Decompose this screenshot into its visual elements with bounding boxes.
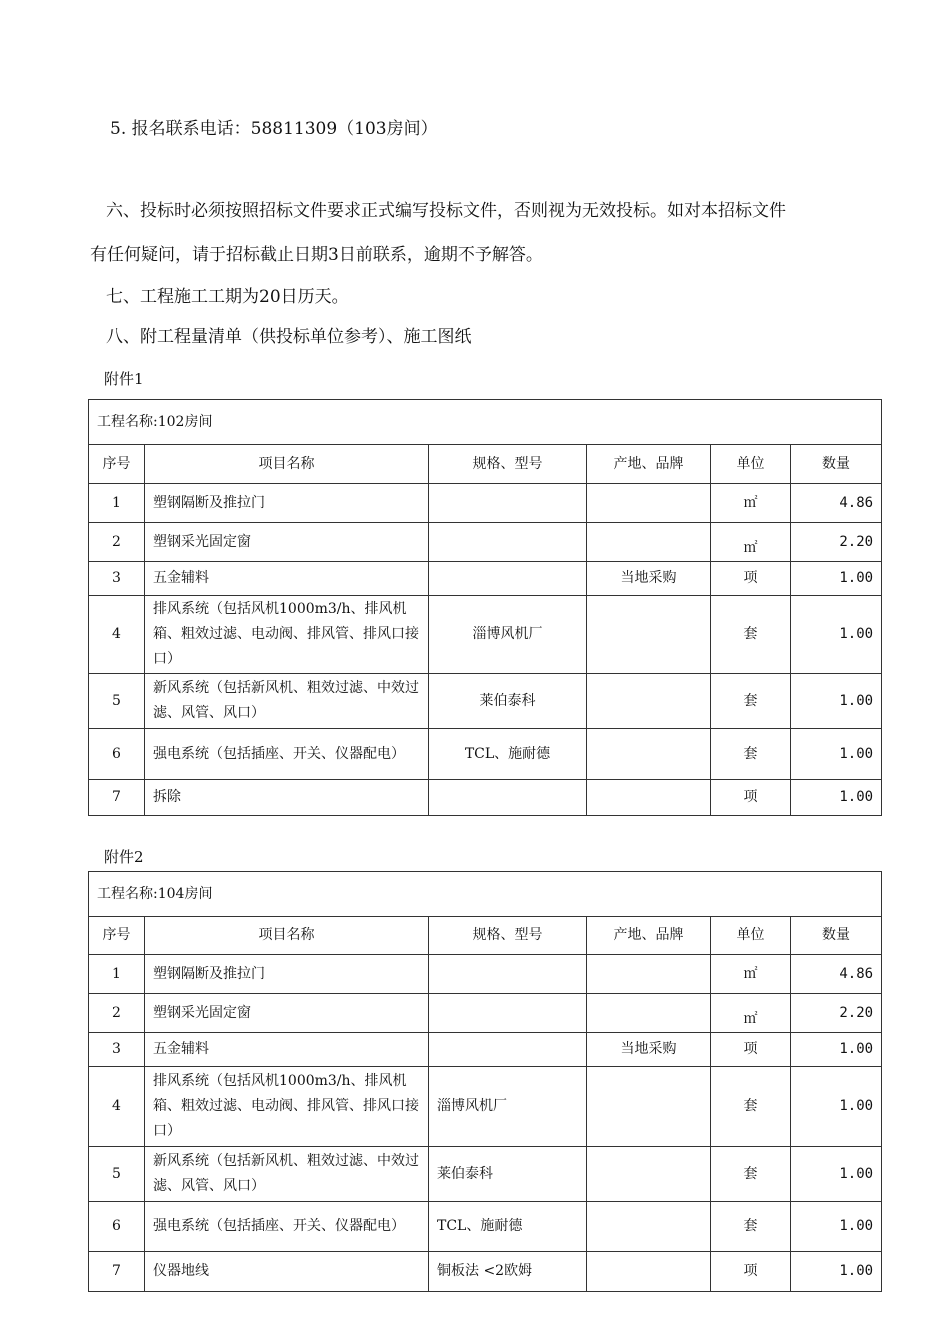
cell-quantity: 4.86 bbox=[791, 484, 882, 523]
cell-unit: ㎡ bbox=[711, 955, 791, 994]
table-row bbox=[89, 1147, 882, 1202]
cell-index: 5 bbox=[89, 674, 145, 729]
cell-quantity: 1.00 bbox=[791, 596, 882, 674]
cell-brand bbox=[587, 1202, 711, 1252]
cell-index: 7 bbox=[89, 780, 145, 816]
cell-quantity: 1.00 bbox=[791, 674, 882, 729]
table-project-row bbox=[89, 872, 882, 917]
header-spec: 规格、型号 bbox=[429, 917, 587, 955]
table-header-row bbox=[89, 917, 882, 955]
cell-spec: 淄博风机厂 bbox=[429, 1067, 587, 1147]
cell-index: 4 bbox=[89, 596, 145, 674]
cell-unit-wrap bbox=[711, 523, 791, 562]
cell-item-name: 排风系统（包括风机1000m3/h、排风机箱、粗效过滤、电动阀、排风管、排风口接口） bbox=[145, 1067, 429, 1147]
cell-brand bbox=[587, 955, 711, 994]
cell-item-name: 仪器地线 bbox=[145, 1252, 429, 1292]
cell-brand: 当地采购 bbox=[587, 562, 711, 596]
header-quantity: 数量 bbox=[791, 445, 882, 484]
cell-brand bbox=[587, 780, 711, 816]
cell-index: 6 bbox=[89, 729, 145, 780]
cell-unit: 套 bbox=[711, 1147, 791, 1202]
table-row bbox=[89, 994, 882, 1033]
cell-item-name: 排风系统（包括风机1000m3/h、排风机箱、粗效过滤、电动阀、排风管、排风口接口） bbox=[145, 596, 429, 674]
cell-item-name: 强电系统（包括插座、开关、仪器配电） bbox=[145, 729, 429, 780]
cell-item-name: 拆除 bbox=[145, 780, 429, 816]
cell-index: 7 bbox=[89, 1252, 145, 1292]
cell-spec bbox=[429, 484, 587, 523]
header-item-name: 项目名称 bbox=[145, 917, 429, 955]
table-row bbox=[89, 523, 882, 562]
project-name: 工程名称:104房间 bbox=[89, 872, 882, 917]
cell-spec: TCL、施耐德 bbox=[429, 1202, 587, 1252]
contact-phone-paragraph: 5. 报名联系电话：58811309（103房间） bbox=[110, 119, 438, 139]
header-brand: 产地、品牌 bbox=[587, 445, 711, 484]
cell-brand bbox=[587, 1147, 711, 1202]
cell-item-name: 塑钢采光固定窗 bbox=[145, 523, 429, 562]
cell-index: 3 bbox=[89, 562, 145, 596]
clause-7: 七、工程施工工期为20日历天。 bbox=[106, 287, 349, 307]
clause-6-line-2: 有任何疑问，请于招标截止日期3日前联系，逾期不予解答。 bbox=[90, 245, 543, 265]
cell-index: 4 bbox=[89, 1067, 145, 1147]
cell-quantity: 1.00 bbox=[791, 1033, 882, 1067]
cell-quantity: 1.00 bbox=[791, 1067, 882, 1147]
cell-unit: 项 bbox=[711, 780, 791, 816]
cell-spec bbox=[429, 523, 587, 562]
cell-brand bbox=[587, 729, 711, 780]
cell-quantity: 1.00 bbox=[791, 1252, 882, 1292]
cell-spec bbox=[429, 562, 587, 596]
cell-item-name: 强电系统（包括插座、开关、仪器配电） bbox=[145, 1202, 429, 1252]
table-row bbox=[89, 1252, 882, 1292]
cell-brand bbox=[587, 1067, 711, 1147]
project-name: 工程名称:102房间 bbox=[89, 400, 882, 445]
cell-unit: 套 bbox=[711, 729, 791, 780]
table-row bbox=[89, 955, 882, 994]
cell-quantity: 1.00 bbox=[791, 562, 882, 596]
cell-quantity: 1.00 bbox=[791, 780, 882, 816]
header-unit: 单位 bbox=[711, 445, 791, 484]
table-row bbox=[89, 1067, 882, 1147]
table-row bbox=[89, 484, 882, 523]
header-unit: 单位 bbox=[711, 917, 791, 955]
cell-item-name: 塑钢隔断及推拉门 bbox=[145, 955, 429, 994]
table-row bbox=[89, 1202, 882, 1252]
cell-unit: 套 bbox=[711, 1202, 791, 1252]
cell-unit: 项 bbox=[711, 562, 791, 596]
cell-unit-wrap bbox=[711, 994, 791, 1033]
table-row bbox=[89, 674, 882, 729]
cell-index: 5 bbox=[89, 1147, 145, 1202]
attachment-2-label: 附件2 bbox=[104, 848, 144, 866]
table-row bbox=[89, 729, 882, 780]
cell-spec: 铜板法 <2欧姆 bbox=[429, 1252, 587, 1292]
cell-brand bbox=[587, 994, 711, 1033]
header-index: 序号 bbox=[89, 445, 145, 484]
cell-spec bbox=[429, 780, 587, 816]
cell-index: 1 bbox=[89, 955, 145, 994]
attachment-1-label: 附件1 bbox=[104, 370, 144, 388]
cell-item-name: 五金辅料 bbox=[145, 1033, 429, 1067]
cell-unit: ㎡ bbox=[711, 484, 791, 523]
cell-brand bbox=[587, 484, 711, 523]
header-brand: 产地、品牌 bbox=[587, 917, 711, 955]
cell-index: 2 bbox=[89, 523, 145, 562]
cell-spec bbox=[429, 955, 587, 994]
cell-index: 3 bbox=[89, 1033, 145, 1067]
cell-spec: 莱伯泰科 bbox=[429, 1147, 587, 1202]
table-row bbox=[89, 1033, 882, 1067]
table-row bbox=[89, 562, 882, 596]
cell-unit: ㎡ bbox=[743, 539, 758, 556]
table-row bbox=[89, 596, 882, 674]
cell-spec: TCL、施耐德 bbox=[429, 729, 587, 780]
cell-spec bbox=[429, 994, 587, 1033]
cell-brand bbox=[587, 1252, 711, 1292]
cell-unit: 套 bbox=[711, 1067, 791, 1147]
cell-quantity: 2.20 bbox=[791, 994, 882, 1033]
header-spec: 规格、型号 bbox=[429, 445, 587, 484]
cell-unit: 项 bbox=[711, 1033, 791, 1067]
cell-brand bbox=[587, 596, 711, 674]
table-project-row bbox=[89, 400, 882, 445]
cell-quantity: 2.20 bbox=[791, 523, 882, 562]
cell-quantity: 4.86 bbox=[791, 955, 882, 994]
header-index: 序号 bbox=[89, 917, 145, 955]
cell-quantity: 1.00 bbox=[791, 1147, 882, 1202]
cell-spec: 莱伯泰科 bbox=[429, 674, 587, 729]
cell-unit: 套 bbox=[711, 674, 791, 729]
cell-index: 6 bbox=[89, 1202, 145, 1252]
cell-index: 2 bbox=[89, 994, 145, 1033]
cell-spec: 淄博风机厂 bbox=[429, 596, 587, 674]
header-item-name: 项目名称 bbox=[145, 445, 429, 484]
cell-unit: 项 bbox=[711, 1252, 791, 1292]
cell-quantity: 1.00 bbox=[791, 1202, 882, 1252]
cell-item-name: 塑钢隔断及推拉门 bbox=[145, 484, 429, 523]
cell-unit: 套 bbox=[711, 596, 791, 674]
attachment-1-table bbox=[88, 399, 882, 816]
clause-6-line-1: 六、投标时必须按照招标文件要求正式编写投标文件，否则视为无效投标。如对本招标文件 bbox=[106, 201, 786, 221]
cell-spec bbox=[429, 1033, 587, 1067]
cell-item-name: 新风系统（包括新风机、粗效过滤、中效过滤、风管、风口） bbox=[145, 1147, 429, 1202]
cell-index: 1 bbox=[89, 484, 145, 523]
cell-item-name: 五金辅料 bbox=[145, 562, 429, 596]
cell-quantity: 1.00 bbox=[791, 729, 882, 780]
cell-brand: 当地采购 bbox=[587, 1033, 711, 1067]
cell-item-name: 塑钢采光固定窗 bbox=[145, 994, 429, 1033]
cell-item-name: 新风系统（包括新风机、粗效过滤、中效过滤、风管、风口） bbox=[145, 674, 429, 729]
attachment-2-table bbox=[88, 871, 882, 1292]
cell-brand bbox=[587, 523, 711, 562]
clause-8: 八、附工程量清单（供投标单位参考）、施工图纸 bbox=[106, 327, 472, 347]
table-row bbox=[89, 780, 882, 816]
cell-unit: ㎡ bbox=[743, 1010, 758, 1027]
header-quantity: 数量 bbox=[791, 917, 882, 955]
cell-brand bbox=[587, 674, 711, 729]
table-header-row bbox=[89, 445, 882, 484]
